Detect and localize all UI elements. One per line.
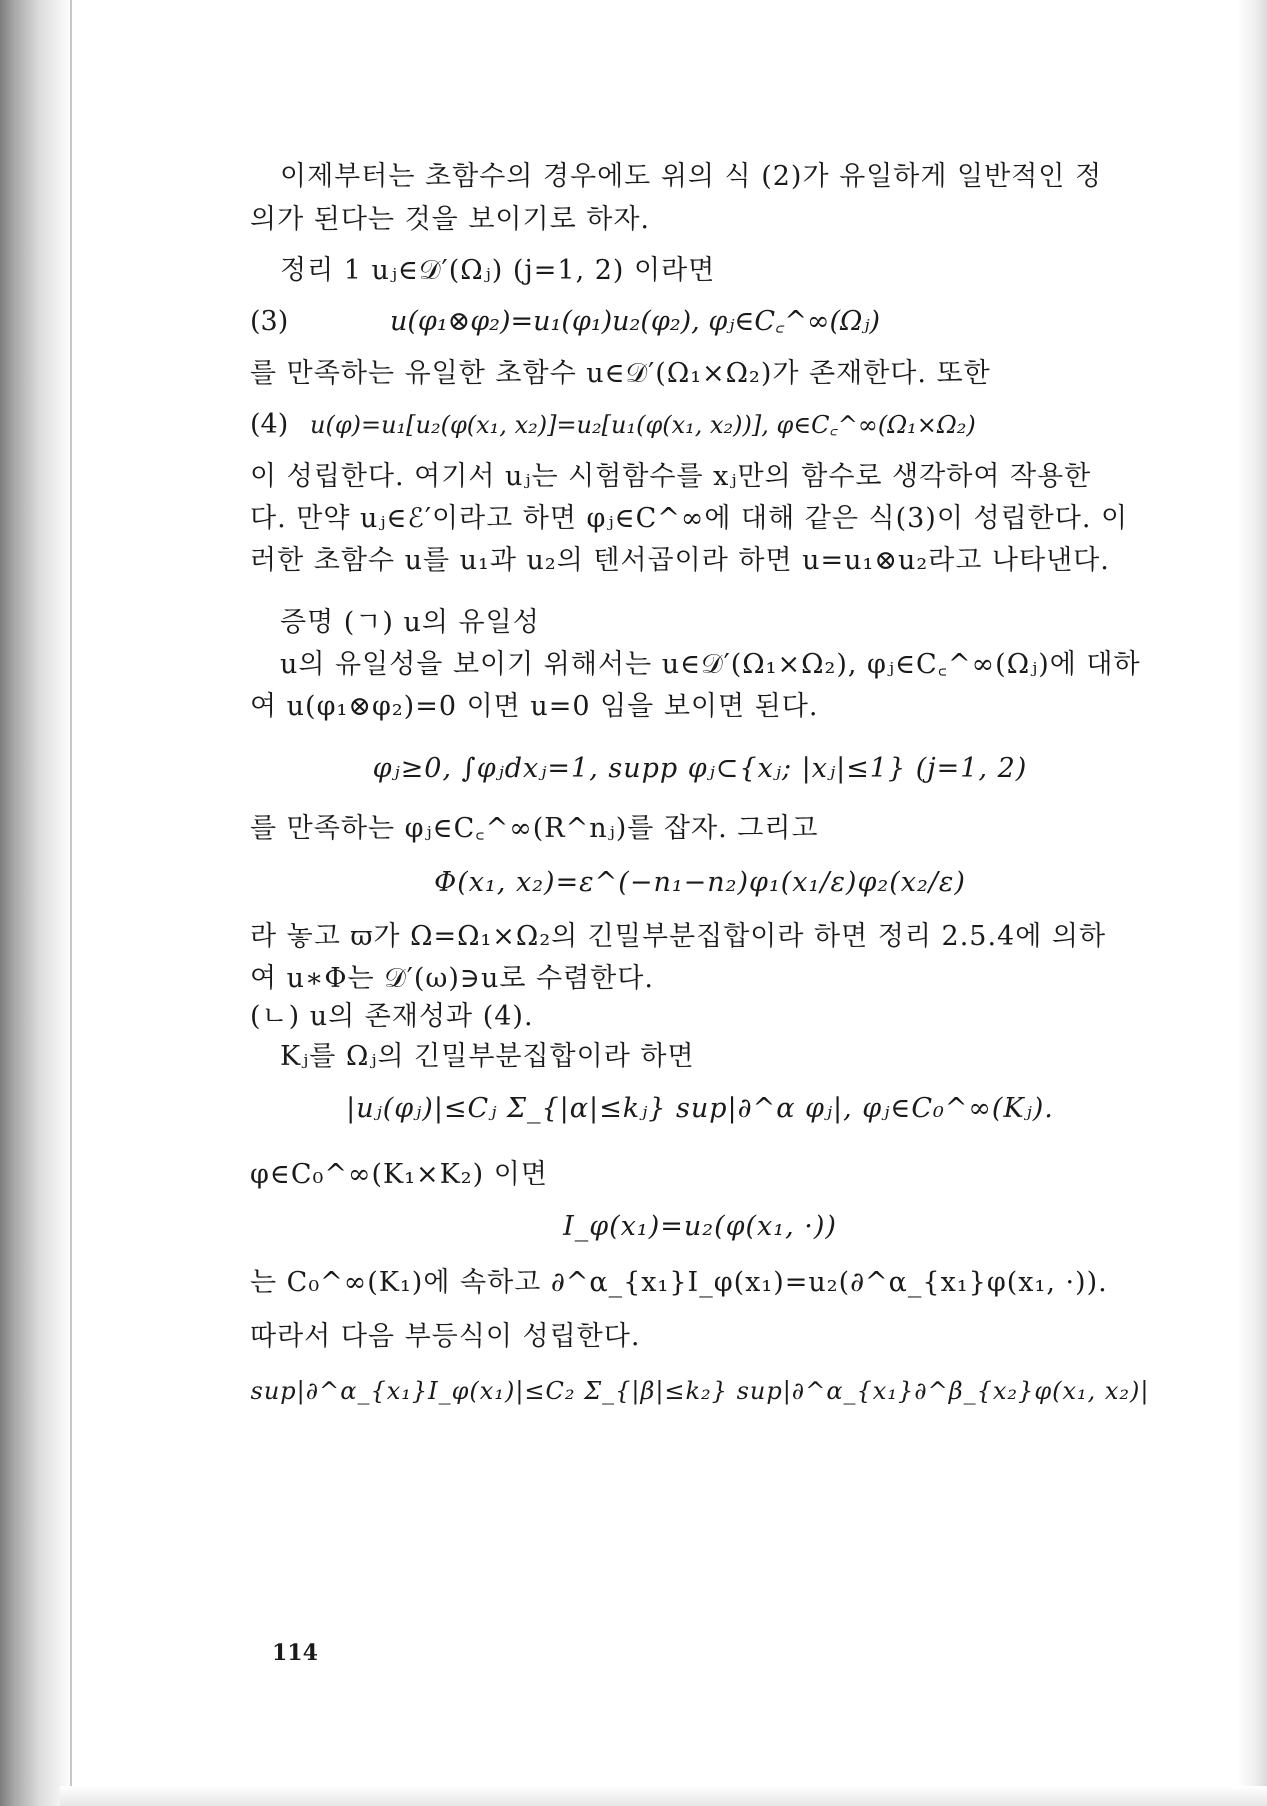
text-line: 다. 만약 uⱼ∈ℰ′이라고 하면 φⱼ∈C^∞에 대해 같은 식(3)이 성립한다. 이 [250, 503, 1129, 534]
equation: sup|∂^α_{x₁}I_φ(x₁)|≤C₂ Σ_{|β|≤k₂} sup|∂^α_{x₁}∂^β_{x₂}φ(x₁, x₂)| [250, 1377, 1150, 1405]
text-line: 이 성립한다. 여기서 uⱼ는 시험함수를 xⱼ만의 함수로 생각하여 작용한 [250, 461, 1092, 492]
text-line: 여 u∗Φ는 𝒟′(ω)∋u로 수렴한다. [250, 963, 654, 994]
page-right-shadow [1237, 0, 1267, 1806]
text-line: 를 만족하는 유일한 초함수 u∈𝒟′(Ω₁×Ω₂)가 존재한다. 또한 [250, 358, 991, 389]
text-line: Kⱼ를 Ωⱼ의 긴밀부분집합이라 하면 [280, 1041, 695, 1072]
text-line: 이제부터는 초함수의 경우에도 위의 식 (2)가 유일하게 일반적인 정 [280, 161, 1103, 192]
equation: u(φ)=u₁[u₂(φ(x₁, x₂)]=u₂[u₁(φ(x₁, x₂))], φ∈C꜀^∞(Ω₁×Ω₂) [310, 411, 976, 439]
equation: φⱼ≥0, ∫φⱼdxⱼ=1, supp φⱼ⊂{xⱼ; |xⱼ|≤1} (j=1, 2) [372, 753, 1028, 784]
text-line: φ∈C₀^∞(K₁×K₂) 이면 [250, 1159, 548, 1190]
book-spine-edge [0, 0, 72, 1806]
text-line: 의가 된다는 것을 보이기로 하자. [250, 204, 650, 235]
text-line: 따라서 다음 부등식이 성립한다. [250, 1321, 641, 1352]
equation-number: (4) [250, 409, 289, 440]
equation: u(φ₁⊗φ₂)=u₁(φ₁)u₂(φ₂), φⱼ∈C꜀^∞(Ωⱼ) [390, 306, 881, 337]
equation: Φ(x₁, x₂)=ε^(−n₁−n₂)φ₁(x₁/ε)φ₂(x₂/ε) [434, 867, 966, 898]
text-line: 는 C₀^∞(K₁)에 속하고 ∂^α_{x₁}I_φ(x₁)=u₂(∂^α_{x₁}φ(x₁, ·)). [250, 1267, 1108, 1298]
page-number: 114 [272, 1640, 318, 1666]
equation: |uⱼ(φⱼ)|≤Cⱼ Σ_{|α|≤kⱼ} sup|∂^α φⱼ|, φⱼ∈C₀^∞(Kⱼ). [346, 1093, 1054, 1124]
proof-heading: 증명 (ㄱ) u의 유일성 [280, 607, 540, 638]
text-line: 러한 초함수 u를 u₁과 u₂의 텐서곱이라 하면 u=u₁⊗u₂라고 나타낸다. [250, 545, 1110, 576]
text-line: 를 만족하는 φⱼ∈C꜀^∞(R^nⱼ)를 잡자. 그리고 [250, 813, 819, 844]
equation: I_φ(x₁)=u₂(φ(x₁, ·)) [563, 1211, 837, 1242]
page-bottom-shadow [60, 1786, 1267, 1806]
text-line: 여 u(φ₁⊗φ₂)=0 이면 u=0 임을 보이면 된다. [250, 691, 819, 722]
theorem-heading: 정리 1 uⱼ∈𝒟′(Ωⱼ) (j=1, 2) 이라면 [280, 255, 716, 286]
text-line: (ㄴ) u의 존재성과 (4). [250, 1001, 534, 1032]
equation-number: (3) [250, 306, 289, 337]
text-line: 라 놓고 ϖ가 Ω=Ω₁×Ω₂의 긴밀부분집합이라 하면 정리 2.5.4에 의하 [250, 921, 1107, 952]
text-line: u의 유일성을 보이기 위해서는 u∈𝒟′(Ω₁×Ω₂), φⱼ∈C꜀^∞(Ωⱼ)에 대하 [280, 649, 1141, 680]
